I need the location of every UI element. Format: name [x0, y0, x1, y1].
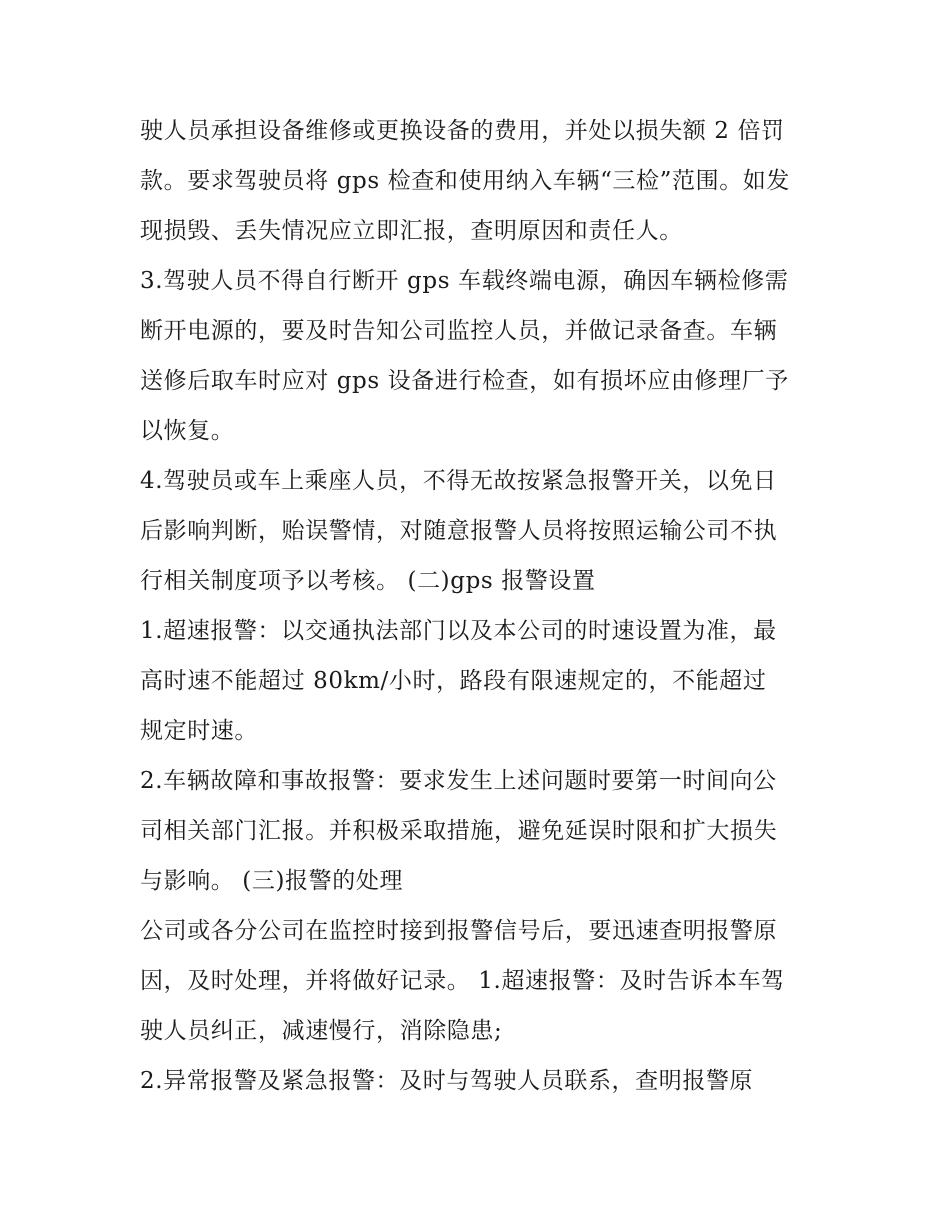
text-line: 2.异常报警及紧急报警：及时与驾驶人员联系，查明报警原	[140, 1068, 754, 1094]
text-line: 1.超速报警：以交通执法部门以及本公司的时速设置为准，最	[140, 618, 777, 644]
text-line: 断开电源的，要及时告知公司监控人员，并做记录备查。车辆	[140, 318, 778, 344]
text-line: 后影响判断，贻误警情，对随意报警人员将按照运输公司不执	[140, 518, 778, 544]
text-line: 4.驾驶员或车上乘座人员，不得无故按紧急报警开关，以免日	[140, 468, 777, 494]
text-line: 与影响。 (三)报警的处理	[140, 868, 404, 894]
text-line: 驶人员承担设备维修或更换设备的费用，并处以损失额 2 倍罚	[140, 118, 785, 144]
text-line: 3.驾驶人员不得自行断开 gps 车载终端电源，确因车辆检修需	[140, 268, 789, 294]
text-line: 行相关制度项予以考核。 (二)gps 报警设置	[140, 568, 596, 594]
text-line: 以恢复。	[140, 418, 235, 444]
document-body	[140, 106, 820, 1106]
text-line: 2.车辆故障和事故报警：要求发生上述问题时要第一时间向公	[140, 768, 777, 794]
text-line: 公司或各分公司在监控时接到报警信号后，要迅速查明报警原	[140, 918, 778, 944]
text-line: 现损毁、丢失情况应立即汇报，查明原因和责任人。	[140, 218, 683, 244]
text-line: 送修后取车时应对 gps 设备进行检查，如有损坏应由修理厂予	[140, 368, 789, 394]
text-line: 款。要求驾驶员将 gps 检查和使用纳入车辆“三检”范围。如发	[140, 168, 790, 194]
text-line: 司相关部门汇报。并积极采取措施，避免延误时限和扩大损失	[140, 818, 778, 844]
text-line: 高时速不能超过 80km/小时，路段有限速规定的，不能超过	[140, 668, 767, 694]
text-line: 因，及时处理，并将做好记录。 1.超速报警：及时告诉本车驾	[140, 968, 785, 994]
text-line: 驶人员纠正，减速慢行，消除隐患;	[140, 1018, 503, 1044]
text-line: 规定时速。	[140, 718, 258, 744]
